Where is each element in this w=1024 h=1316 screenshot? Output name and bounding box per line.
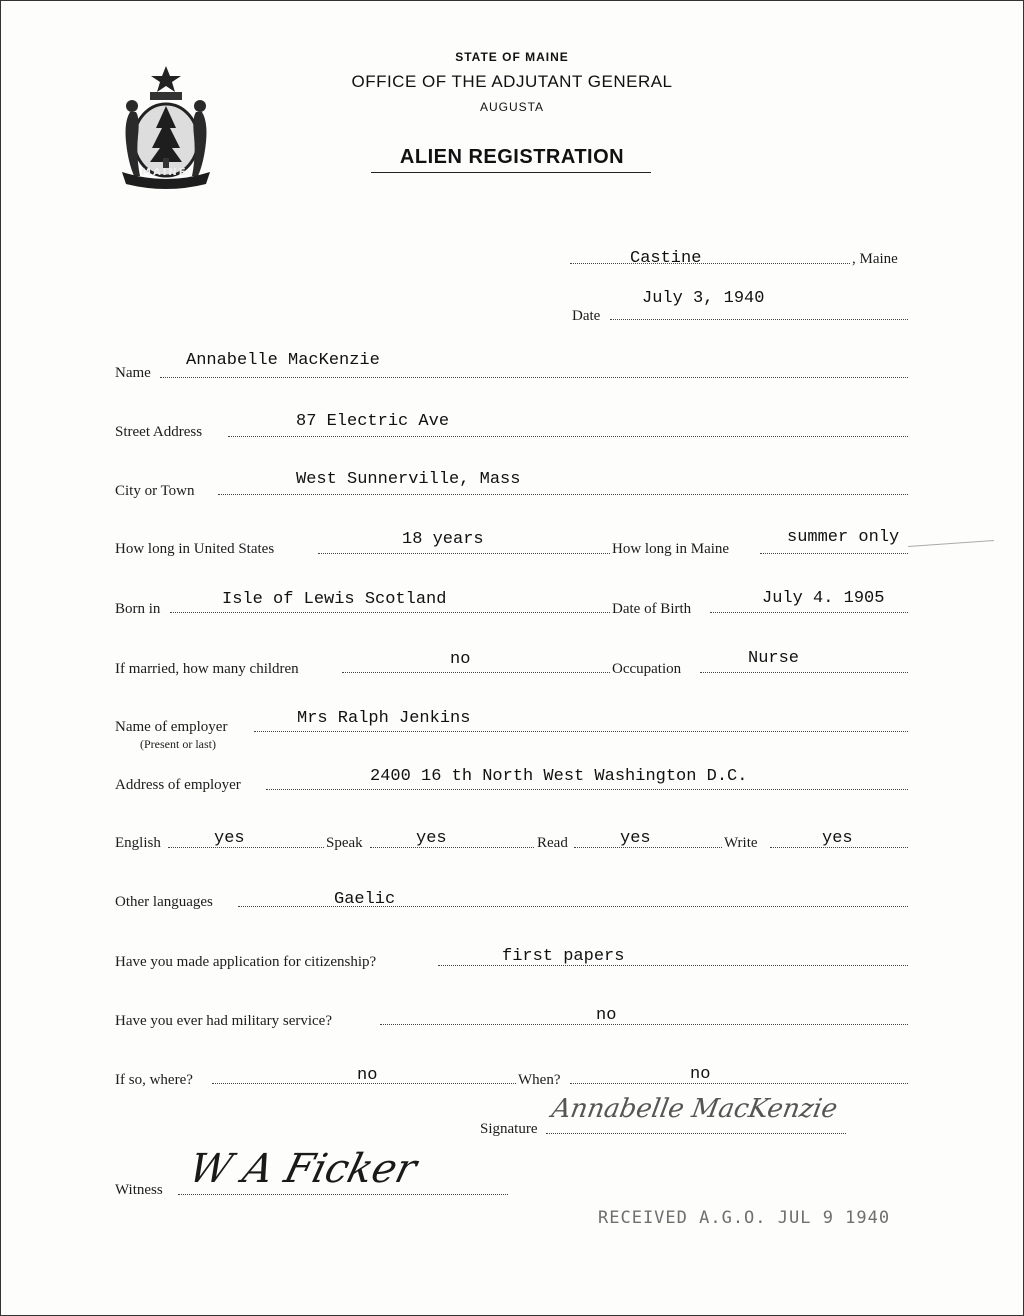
- when-label: When?: [518, 1072, 561, 1088]
- read-label: Read: [537, 835, 568, 851]
- witness-signature: W A Ficker: [184, 1146, 422, 1192]
- form-title-underline: [371, 172, 651, 173]
- maine-label: , Maine: [852, 251, 898, 267]
- english-label: English: [115, 835, 161, 851]
- military-value: no: [596, 1006, 617, 1025]
- date-value: July 3, 1940: [642, 289, 765, 308]
- signature-line: [546, 1133, 846, 1134]
- received-stamp: RECEIVED A.G.O. JUL 9 1940: [598, 1208, 891, 1228]
- street-address-label: Street Address: [115, 424, 203, 440]
- street-address-value: 87 Electric Ave: [296, 412, 450, 431]
- how-long-maine-label: How long in Maine: [612, 541, 730, 557]
- header-city: AUGUSTA: [479, 100, 545, 114]
- other-languages-value: Gaelic: [334, 890, 396, 909]
- other-languages-label: Other languages: [115, 894, 213, 910]
- military-line: [380, 1024, 908, 1025]
- employer-line: [254, 731, 908, 732]
- read-value: yes: [620, 829, 651, 848]
- citizenship-label: Have you made application for citizenship?: [115, 954, 377, 970]
- city-line: [218, 494, 908, 495]
- occupation-line: [700, 672, 908, 673]
- how-long-us-label: How long in United States: [115, 541, 275, 557]
- date-of-birth-value: July 4. 1905: [762, 589, 885, 608]
- town-value: Castine: [630, 249, 702, 268]
- name-value: Annabelle MacKenzie: [186, 351, 380, 370]
- city-value: West Sunnerville, Mass: [296, 470, 521, 489]
- employer-address-value: 2400 16 th North West Washington D.C.: [370, 767, 748, 786]
- date-of-birth-line: [710, 612, 908, 613]
- applicant-signature: Annabelle MacKenzie: [549, 1094, 840, 1124]
- name-label: Name: [115, 365, 151, 381]
- children-value: no: [450, 650, 471, 669]
- how-long-maine-line: [760, 553, 908, 554]
- military-label: Have you ever had military service?: [115, 1013, 332, 1029]
- write-label: Write: [724, 835, 758, 851]
- seal-banner-text: MAINE: [141, 167, 188, 178]
- speak-line: [370, 847, 534, 848]
- employer-value: Mrs Ralph Jenkins: [297, 709, 471, 728]
- street-address-line: [228, 436, 908, 437]
- born-in-line: [170, 612, 610, 613]
- when-line: [570, 1083, 908, 1084]
- how-long-maine-value: summer only: [787, 528, 900, 547]
- how-long-us-value: 18 years: [402, 530, 484, 549]
- where-label: If so, where?: [115, 1072, 193, 1088]
- when-value: no: [690, 1065, 711, 1084]
- write-value: yes: [822, 829, 853, 848]
- born-in-label: Born in: [115, 601, 161, 617]
- speak-label: Speak: [326, 835, 363, 851]
- employer-address-label: Address of employer: [115, 777, 241, 793]
- employer-label: Name of employer: [115, 719, 228, 735]
- name-line: [160, 377, 908, 378]
- how-long-us-line: [318, 553, 610, 554]
- date-of-birth-label: Date of Birth: [612, 601, 692, 617]
- signature-label: Signature: [480, 1121, 538, 1137]
- date-line: [610, 319, 908, 320]
- english-value: yes: [214, 829, 245, 848]
- city-label: City or Town: [115, 483, 195, 499]
- employer-note: (Present or last): [140, 737, 216, 751]
- employer-address-line: [266, 789, 908, 790]
- children-label: If married, how many children: [115, 661, 299, 677]
- english-line: [168, 847, 324, 848]
- witness-line: [178, 1194, 508, 1195]
- town-line: [570, 263, 850, 264]
- witness-label: Witness: [115, 1182, 163, 1198]
- citizenship-value: first papers: [502, 947, 625, 966]
- where-value: no: [357, 1066, 378, 1085]
- speak-value: yes: [416, 829, 447, 848]
- occupation-label: Occupation: [612, 661, 682, 677]
- occupation-value: Nurse: [748, 649, 800, 668]
- header-office: OFFICE OF THE ADJUTANT GENERAL: [351, 72, 673, 91]
- header-state: STATE OF MAINE: [455, 50, 569, 64]
- form-title: ALIEN REGISTRATION: [399, 146, 625, 168]
- born-in-value: Isle of Lewis Scotland: [222, 590, 447, 609]
- date-label: Date: [572, 308, 601, 324]
- children-line: [342, 672, 610, 673]
